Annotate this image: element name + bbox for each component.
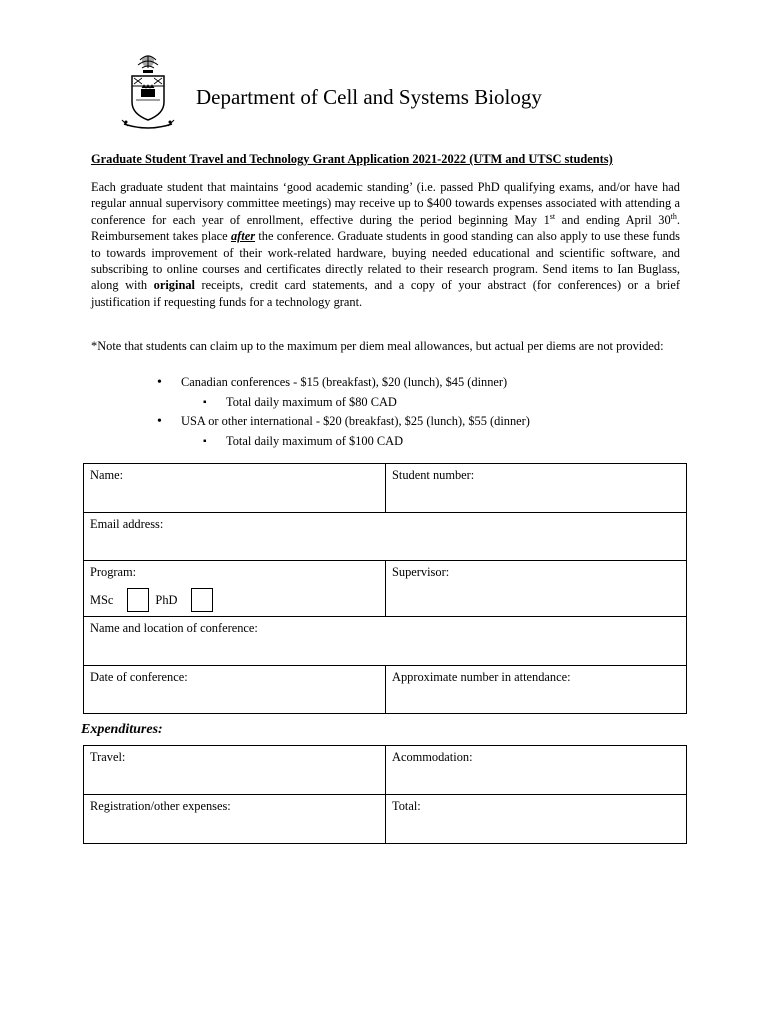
total-field[interactable] bbox=[386, 795, 687, 844]
attendance-label: Approximate number in attendance: bbox=[392, 670, 571, 684]
registration-field[interactable] bbox=[84, 795, 386, 844]
list-item: ▪ Total daily maximum of $100 CAD bbox=[157, 432, 530, 452]
per-diem-note: *Note that students can claim up to the maximum per diem meal allowances, but actual per diems are not provided: bbox=[91, 339, 664, 353]
attendance-field[interactable] bbox=[386, 666, 687, 714]
name-label: Name: bbox=[90, 468, 124, 482]
conference-field[interactable] bbox=[84, 617, 687, 666]
conference-label: Name and location of conference: bbox=[90, 621, 258, 635]
travel-field[interactable] bbox=[84, 746, 386, 795]
registration-label: Registration/other expenses: bbox=[90, 799, 231, 813]
msc-checkbox[interactable] bbox=[127, 588, 149, 612]
form-title: Graduate Student Travel and Technology Grant Application 2021-2022 (UTM and UTSC students) bbox=[91, 152, 613, 166]
university-crest-icon bbox=[120, 52, 176, 132]
expenditures-table bbox=[83, 745, 687, 844]
total-label: Total: bbox=[392, 799, 421, 813]
intro-paragraph: Each graduate student that maintains ‘good academic standing’ (i.e. passed PhD qualifying exams, and/or have had regular annual supervisory committee meetings) may receive up to $400 towards expenses associated with attending a conference for each year of enrollment, effective during the period beginning May 1st and ending April 30th. Reimbursement takes place after the conference. Graduate students in good standing can also apply to use these funds to towards improvement of their work-related hardware, buying needed educational and scientific software, and subscribing to online courses and certificates directly related to their research program. Send items to Ian Buglass, along with original receipts, credit card statements, and a copy of your abstract (for conferences) or a brief justification if requesting funds for a technology grant. bbox=[91, 180, 680, 309]
phd-label: PhD bbox=[155, 592, 178, 607]
email-field[interactable] bbox=[84, 513, 687, 561]
name-field[interactable] bbox=[84, 464, 386, 513]
program-field bbox=[84, 561, 386, 617]
supervisor-label: Supervisor: bbox=[392, 565, 450, 579]
conference-date-label: Date of conference: bbox=[90, 670, 188, 684]
list-item: ▪ Total daily maximum of $80 CAD bbox=[157, 393, 530, 413]
accommodation-field[interactable] bbox=[386, 746, 687, 795]
program-label: Program: bbox=[90, 565, 137, 579]
conference-date-field[interactable] bbox=[84, 666, 386, 714]
list-item: • USA or other international - $20 (breakfast), $25 (lunch), $55 (dinner) bbox=[157, 412, 530, 432]
student-number-field[interactable] bbox=[386, 464, 687, 513]
accommodation-label: Acommodation: bbox=[392, 750, 473, 764]
department-title: Department of Cell and Systems Biology bbox=[196, 85, 542, 109]
travel-label: Travel: bbox=[90, 750, 126, 764]
supervisor-field[interactable] bbox=[386, 561, 687, 617]
phd-checkbox[interactable] bbox=[191, 588, 213, 612]
applicant-info-table bbox=[83, 463, 687, 714]
expenditures-heading: Expenditures: bbox=[81, 722, 163, 737]
student-number-label: Student number: bbox=[392, 468, 475, 482]
list-item: • Canadian conferences - $15 (breakfast), $20 (lunch), $45 (dinner) bbox=[157, 373, 530, 393]
email-label: Email address: bbox=[90, 517, 164, 531]
allowance-list bbox=[157, 373, 530, 451]
msc-label: MSc bbox=[90, 592, 114, 607]
